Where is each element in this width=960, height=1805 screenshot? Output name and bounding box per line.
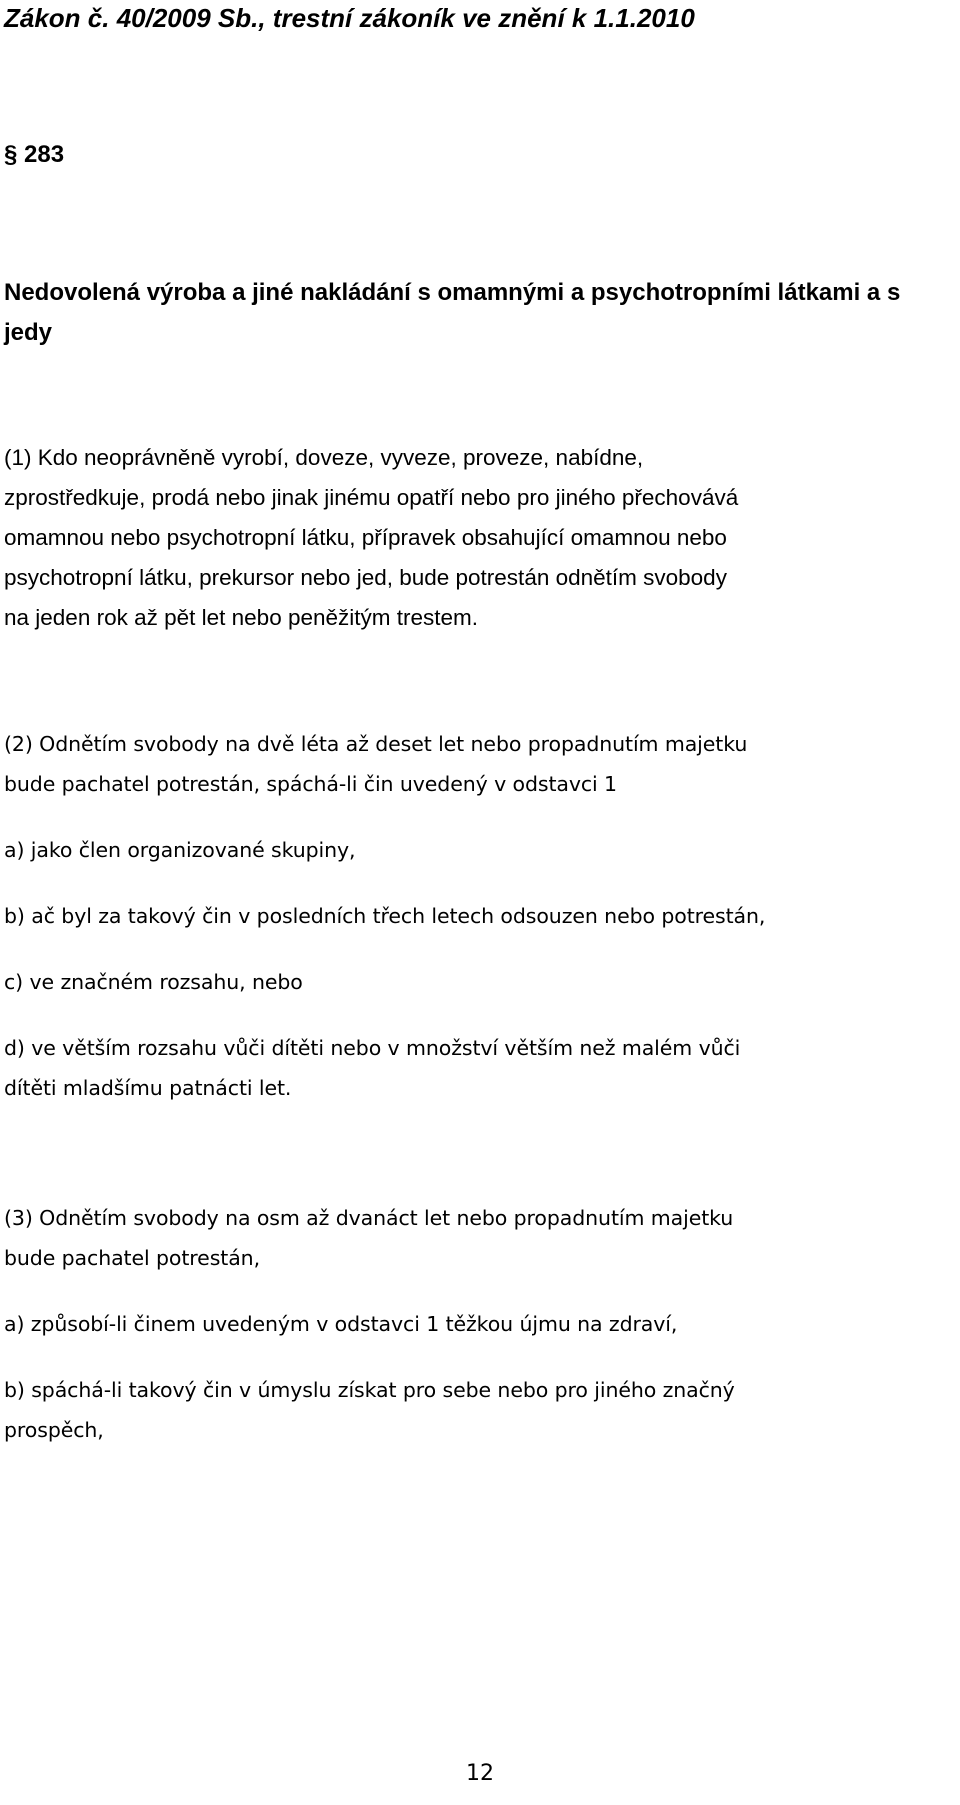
paragraph-2-item-a: a) jako člen organizované skupiny, [4,838,356,862]
paragraph-2-intro-line: bude pachatel potrestán, spáchá-li čin uvedený v odstavci 1 [4,772,618,796]
paragraph-1-line: na jeden rok až pět let nebo peněžitým trestem. [4,605,479,630]
paragraph-1-line: psychotropní látku, prekursor nebo jed, bude potrestán odnětím svobody [4,565,727,590]
paragraph-1-line: omamnou nebo psychotropní látku, přípravek obsahující omamnou nebo [4,525,727,550]
paragraph-3-item-a: a) způsobí-li činem uvedeným v odstavci 1 těžkou újmu na zdraví, [4,1312,678,1336]
section-number: § 283 [4,141,65,168]
document-title: Zákon č. 40/2009 Sb., trestní zákoník ve znění k 1.1.2010 [4,3,695,33]
paragraph-2-item-b: b) ač byl za takový čin v posledních třech letech odsouzen nebo potrestán, [4,904,766,928]
paragraph-2-item-d-line: dítěti mladšímu patnácti let. [4,1076,292,1100]
paragraph-3-intro-line: bude pachatel potrestán, [4,1246,260,1270]
paragraph-3-intro-line: (3) Odnětím svobody na osm až dvanáct let nebo propadnutím majetku [4,1206,734,1230]
paragraph-1-line: zprostředkuje, prodá nebo jinak jinému opatří nebo pro jiného přechovává [4,485,739,510]
paragraph-2-item-c: c) ve značném rozsahu, nebo [4,970,303,994]
paragraph-3-item-b-line: prospěch, [4,1418,104,1442]
paragraph-3-item-b-line: b) spáchá-li takový čin v úmyslu získat pro sebe nebo pro jiného značný [4,1378,735,1402]
paragraph-1-line: (1) Kdo neoprávněně vyrobí, doveze, vyveze, proveze, nabídne, [4,445,644,470]
section-heading: Nedovolená výroba a jiné nakládání s omamnými a psychotropními látkami a s jedy [4,279,901,346]
page-number: 12 [466,1761,494,1786]
paragraph-2-item-d-line: d) ve větším rozsahu vůči dítěti nebo v množství větším než malém vůči [4,1036,741,1060]
paragraph-2-intro-line: (2) Odnětím svobody na dvě léta až deset let nebo propadnutím majetku [4,732,748,756]
